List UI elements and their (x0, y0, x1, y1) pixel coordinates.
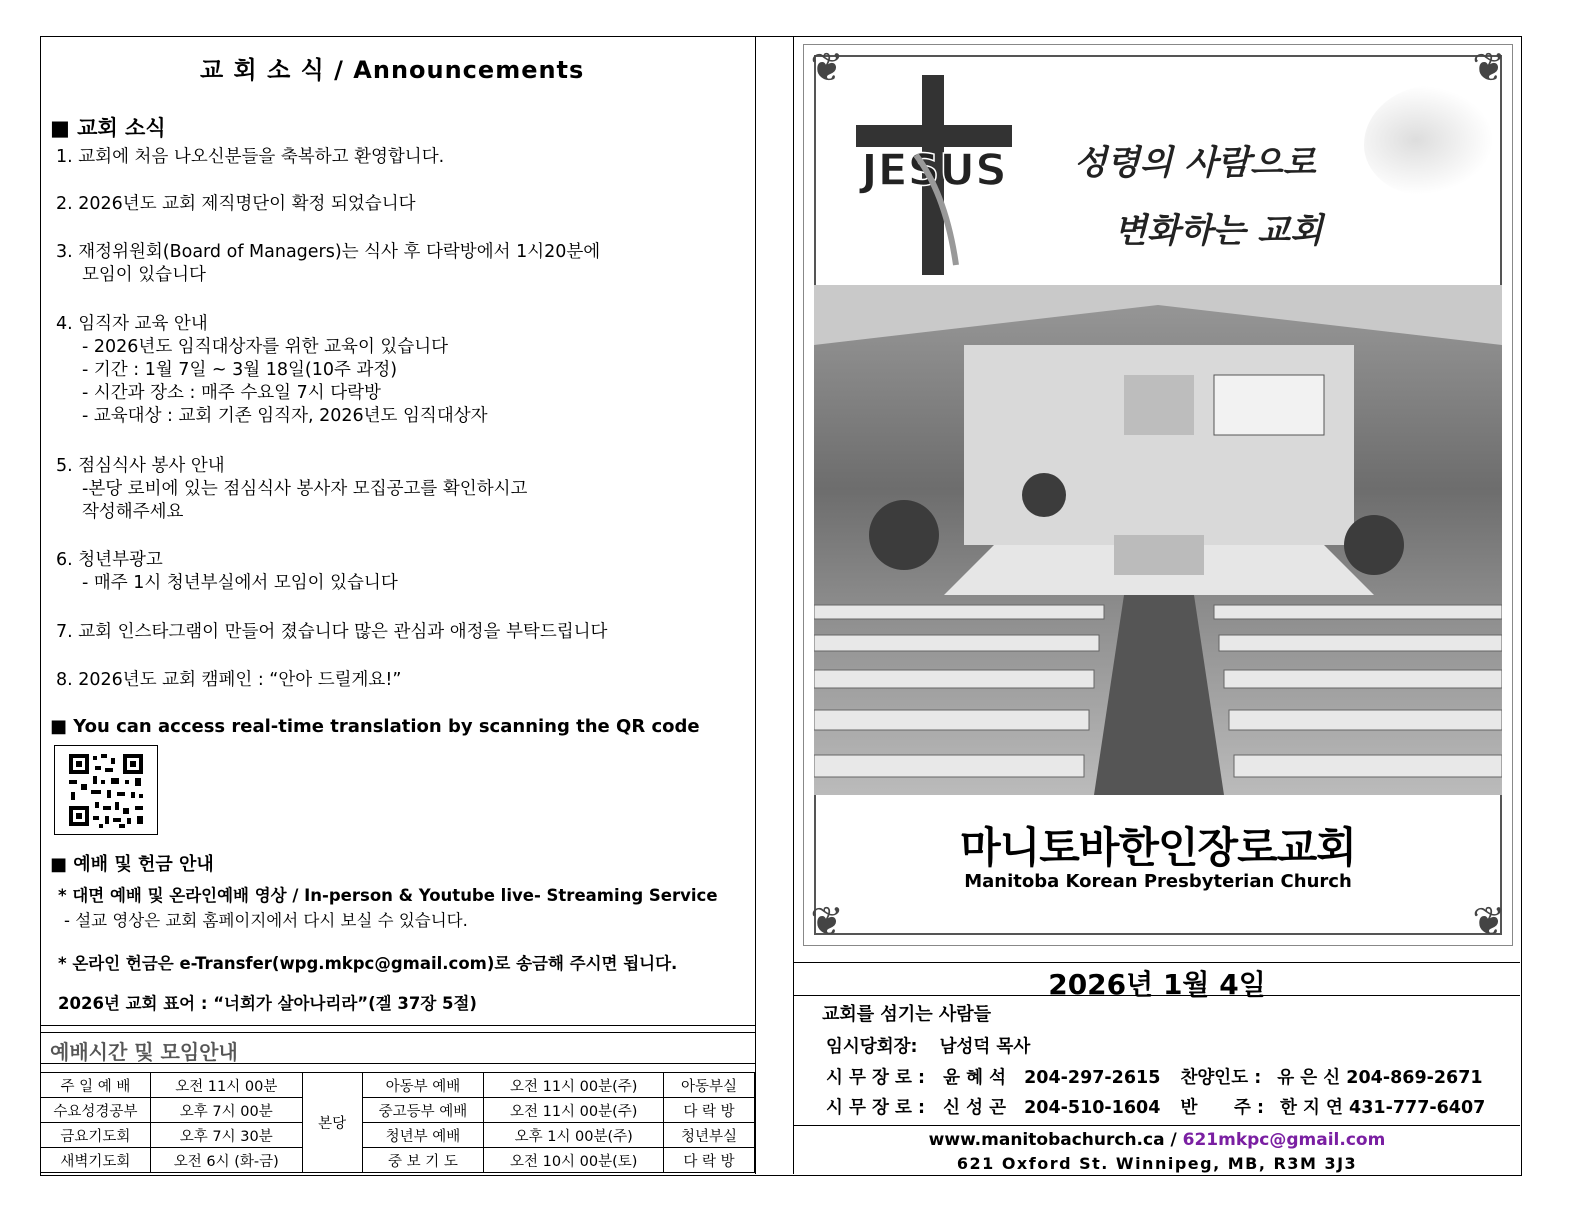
announcement-text: 4. 임직자 교육 안내 (56, 314, 208, 334)
jesus-cross-logo (856, 75, 1012, 275)
announcement-item (56, 241, 600, 287)
service-time: 오전 6시 (화-금) (150, 1148, 302, 1173)
schedule-rule (40, 1025, 755, 1026)
schedule-row (41, 1073, 755, 1098)
announcement-item (56, 549, 398, 595)
church-name-korean: 마니토바한인장로교회 (960, 823, 1356, 872)
service-time: 오후 7시 30분 (150, 1123, 302, 1148)
elder-phone: 204-510-1604 (1024, 1098, 1161, 1118)
service-name: 수요성경공부 (41, 1098, 151, 1123)
group-service-time: 오후 1시 00분(주) (484, 1123, 664, 1148)
elder-phone: 204-297-2615 (1024, 1068, 1161, 1088)
schedule-title: 예배시간 및 모임안내 (50, 1040, 238, 1064)
service-time: 오후 7시 00분 (150, 1098, 302, 1123)
announcement-text: 8. 2026년도 교회 캠페인 : “안아 드릴게요!” (56, 670, 402, 690)
group-service-time: 오전 11시 00분(주) (484, 1098, 664, 1123)
worship-leader-label: 찬양인도 : (1180, 1068, 1262, 1088)
corner-ornament-icon: ❦ (1472, 899, 1506, 945)
group-service-room: 다 락 방 (664, 1148, 755, 1173)
page-title: 교 회 소 식 / Announcements (200, 56, 585, 84)
church-name-english: Manitoba Korean Presbyterian Church (964, 871, 1352, 892)
corner-ornament-icon: ❦ (1472, 45, 1506, 91)
announcement-subline: - 시간과 장소 : 매주 수요일 7시 다락방 (82, 383, 381, 403)
sermon-video-text: - 설교 영상은 교회 홈페이지에서 다시 보실 수 있습니다. (64, 911, 468, 930)
elder-label: 시 무 장 로 : (826, 1098, 925, 1118)
announcement-subline: - 2026년도 임직대상자를 위한 교육이 있습니다 (82, 337, 449, 357)
qr-code[interactable] (54, 745, 158, 835)
church-motto: 2026년 교회 표어 : “너희가 살아나리라”(겔 37장 5절) (58, 994, 477, 1013)
group-service-time: 오전 10시 00분(토) (484, 1148, 664, 1173)
contact-box (794, 1125, 1520, 1175)
cover-panel (803, 44, 1513, 946)
servers-title: 교회를 섬기는 사람들 (822, 1004, 992, 1025)
service-name: 금요기도회 (41, 1123, 151, 1148)
worship-leader-phone: 204-869-2671 (1346, 1068, 1483, 1088)
announcement-item (56, 313, 488, 428)
announcement-item (56, 193, 416, 216)
elder-name: 신 성 곤 (943, 1098, 1006, 1118)
announcement-item (56, 669, 401, 692)
slogan-line-1: 성령의 사람으로 (1074, 143, 1316, 183)
announcement-subline: 작성해주세요 (82, 502, 184, 522)
group-service-name: 중고등부 예배 (362, 1098, 484, 1123)
announcement-subline: - 기간 : 1월 7일 ~ 3월 18일(10주 과정) (82, 360, 398, 380)
qr-heading: ■ You can access real-time translation by scanning the QR code (50, 716, 700, 737)
accompanist-phone: 431-777-6407 (1349, 1098, 1486, 1118)
sanctuary-photo (814, 285, 1502, 795)
group-service-time: 오전 11시 00분(주) (484, 1073, 664, 1098)
service-name: 새벽기도회 (41, 1148, 151, 1173)
elder-name: 윤 혜 석 (943, 1068, 1006, 1088)
announcement-text: 7. 교회 인스타그램이 만들어 졌습니다 많은 관심과 애정을 부탁드립니다 (56, 622, 608, 642)
announcement-item (56, 146, 444, 169)
service-time: 오전 11시 00분 (150, 1073, 302, 1098)
logo-text: JESUS (861, 145, 1007, 196)
slogan-line-2: 변화하는 교회 (1114, 211, 1323, 251)
corner-ornament-icon: ❦ (810, 899, 844, 945)
fold-line-left (755, 36, 756, 1174)
accompanist-label: 반 주 : (1180, 1098, 1264, 1118)
date-bar (794, 962, 1520, 1001)
schedule-row (41, 1148, 755, 1173)
moderator-row (826, 1033, 1030, 1058)
service-name: 주 일 예 배 (41, 1073, 151, 1098)
worship-heading: ■ 예배 및 헌금 안내 (50, 854, 214, 875)
elder-row-2 (826, 1094, 1485, 1119)
announcement-text: 3. 재정위원회(Board of Managers)는 식사 후 다락방에서 1시20분에 (56, 242, 601, 262)
group-service-room: 다 락 방 (664, 1098, 755, 1123)
elder-row-1 (826, 1064, 1483, 1089)
announcement-text: 5. 점심식사 봉사 안내 (56, 456, 225, 476)
group-service-name: 중 보 기 도 (362, 1148, 484, 1173)
schedule-row (41, 1123, 755, 1148)
schedule-title-bar (40, 1032, 755, 1064)
church-address: 621 Oxford St. Winnipeg, MB, R3M 3J3 (956, 1154, 1358, 1173)
qr-code-icon (55, 746, 157, 834)
announcement-text: 1. 교회에 처음 나오신분들을 축복하고 환영합니다. (56, 147, 445, 167)
schedule-row (41, 1098, 755, 1123)
accompanist-name: 한 지 연 (1280, 1098, 1343, 1118)
link-separator: / (1170, 1130, 1177, 1150)
news-heading: ■ 교회 소식 (50, 116, 166, 140)
offering-text: * 온라인 헌금은 e-Transfer(wpg.mkpc@gmail.com)로 송금해 주시면 됩니다. (58, 954, 678, 973)
corner-ornament-icon: ❦ (810, 45, 844, 91)
bulletin-date: 2026년 1월 4일 (1048, 968, 1266, 1001)
moderator-label: 임시당회장: (826, 1037, 918, 1057)
worship-leader-name: 유 은 신 (1277, 1068, 1341, 1088)
website-link[interactable]: www.manitobachurch.ca (928, 1130, 1165, 1150)
group-service-name: 아동부 예배 (362, 1073, 484, 1098)
schedule-table (40, 1072, 755, 1173)
group-service-room: 아동부실 (664, 1073, 755, 1098)
service-place: 본당 (302, 1073, 362, 1173)
announcement-text: 2. 2026년도 교회 제직명단이 확정 되었습니다 (56, 194, 416, 214)
announcement-subline: 모임이 있습니다 (82, 265, 206, 285)
worship-streaming-text: * 대면 예배 및 온라인예배 영상 / In-person & Youtube live- Streaming Service (58, 886, 718, 905)
group-service-name: 청년부 예배 (362, 1123, 484, 1148)
web-contact (794, 1130, 1520, 1150)
announcement-item (56, 621, 607, 644)
announcement-subline: -본당 로비에 있는 점심식사 봉사자 모집공고를 확인하시고 (82, 479, 528, 499)
group-service-room: 청년부실 (664, 1123, 755, 1148)
fold-line-right (793, 36, 794, 1174)
announcement-item (56, 455, 527, 524)
announcement-subline: - 매주 1시 청년부실에서 모임이 있습니다 (82, 573, 398, 593)
elder-label: 시 무 장 로 : (826, 1068, 925, 1088)
announcement-subline: - 교육대상 : 교회 기존 임직자, 2026년도 임직대상자 (82, 406, 488, 426)
email-link[interactable]: 621mkpc@gmail.com (1182, 1130, 1386, 1150)
moderator-name: 남성덕 목사 (939, 1037, 1031, 1057)
announcement-text: 6. 청년부광고 (56, 550, 163, 570)
